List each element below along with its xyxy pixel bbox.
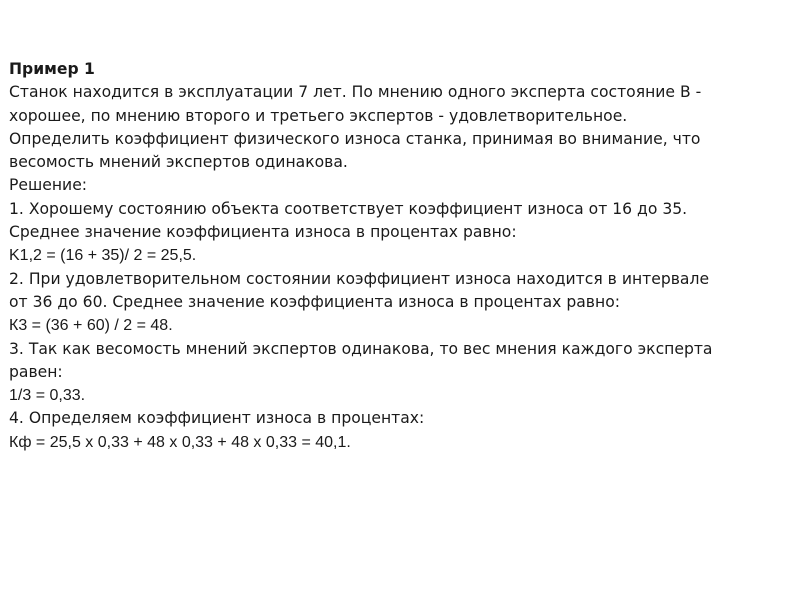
example-text-block: [9, 58, 794, 454]
step-1-line-1: 1. Хорошему состоянию объекта соответствует коэффициент износа от 16 до 35.: [9, 199, 688, 218]
problem-line-4: весомость мнений экспертов одинакова.: [9, 153, 348, 172]
problem-line-3: Определить коэффициент физического износа станка, принимая во внимание, что: [9, 129, 701, 148]
step-2-line-1: 2. При удовлетворительном состоянии коэффициент износа находится в интервале: [9, 269, 710, 288]
formula-k3: К3 = (36 + 60) / 2 = 48.: [9, 317, 173, 335]
step-3-line-1: 3. Так как весомость мнений экспертов одинакова, то вес мнения каждого эксперта: [9, 339, 713, 358]
step-2-line-2: от 36 до 60. Среднее значение коэффициента износа в процентах равно:: [9, 292, 620, 311]
problem-line-1: Станок находится в эксплуатации 7 лет. По мнению одного эксперта состояние В -: [9, 83, 702, 102]
step-3-line-2: равен:: [9, 362, 63, 381]
formula-weight: 1/3 = 0,33.: [9, 387, 86, 405]
example-title: Пример 1: [9, 60, 95, 78]
problem-line-2: хорошее, по мнению второго и третьего экспертов - удовлетворительное.: [9, 106, 628, 125]
formula-k12: K1,2 = (16 + 35)/ 2 = 25,5.: [9, 247, 197, 265]
step-4-line-1: 4. Определяем коэффициент износа в процентах:: [9, 409, 425, 428]
formula-kf: Кф = 25,5 х 0,33 + 48 х 0,33 + 48 х 0,33 = 40,1.: [9, 433, 351, 451]
step-1-line-2: Среднее значение коэффициента износа в процентах равно:: [9, 223, 517, 242]
solution-heading: Решение:: [9, 176, 88, 195]
